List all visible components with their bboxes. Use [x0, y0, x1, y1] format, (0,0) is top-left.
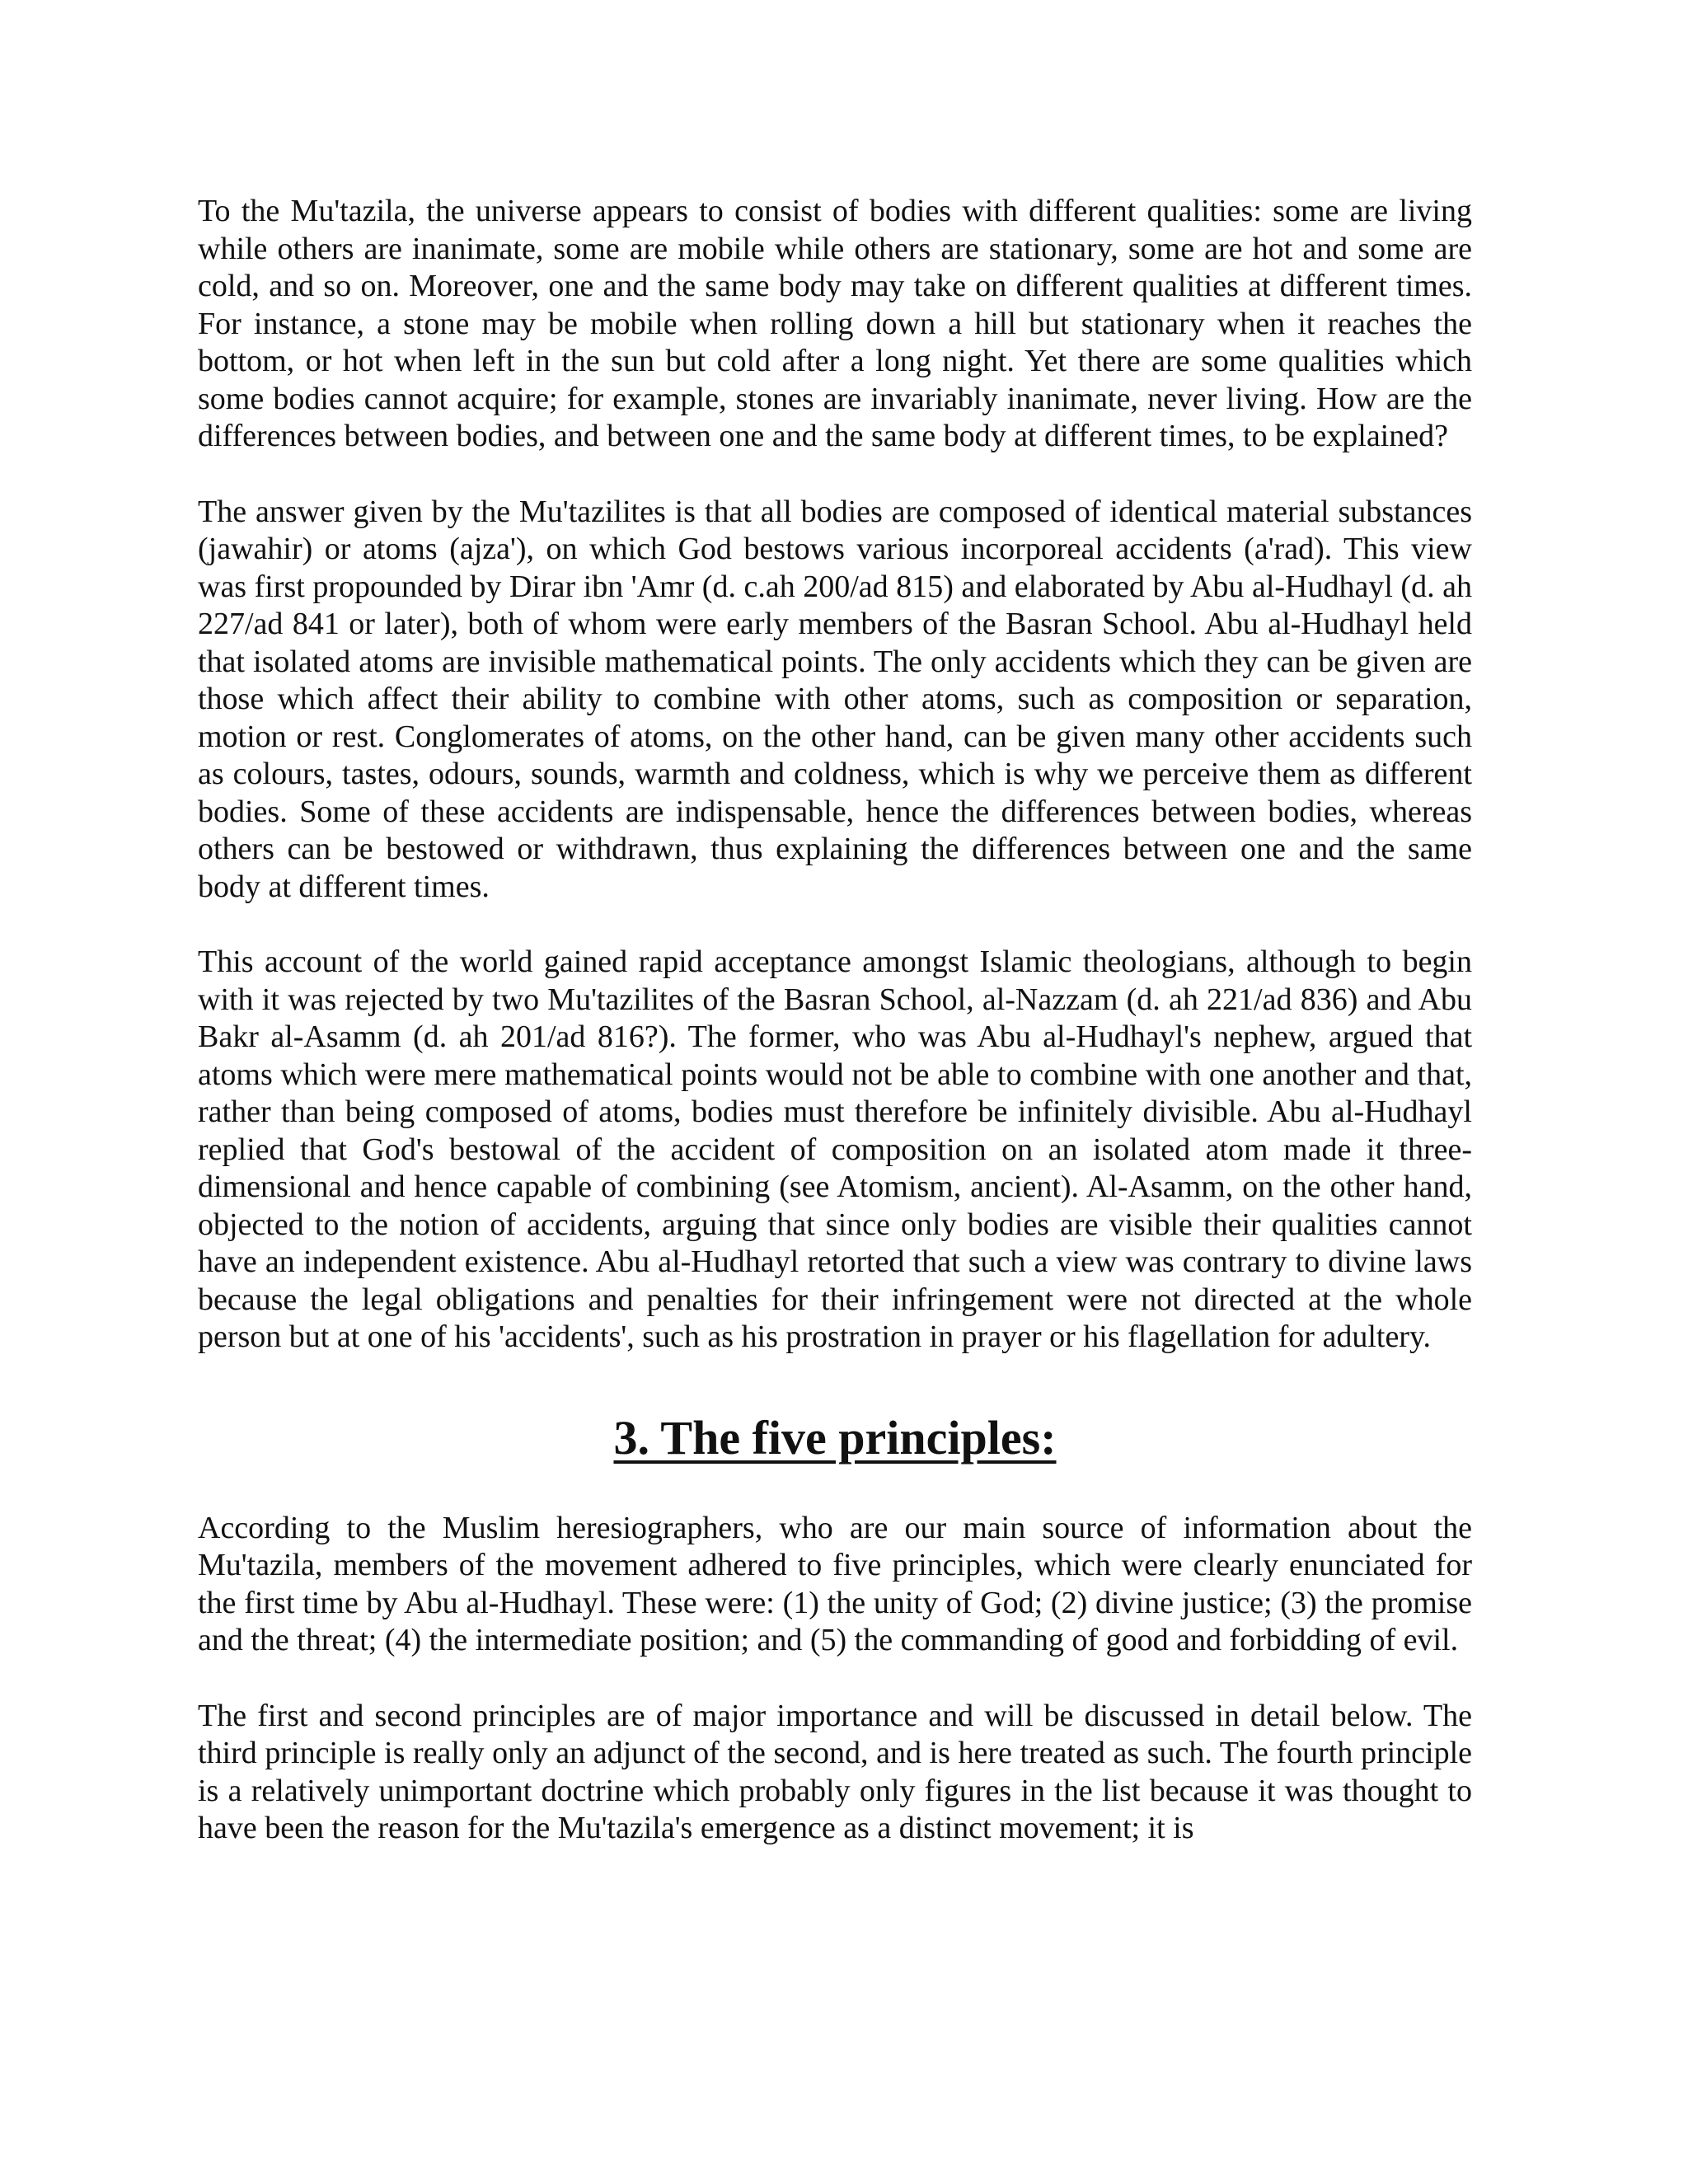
paragraph-universe-bodies: To the Mu'tazila, the universe appears to consist of bodies with different qualities: some are living while others are inanimate, some are mobile while others are stationary, some are hot and some are cold, and so on. Moreover, one and the same body may take on different qualities at different times. For instance, a stone may be mobile when rolling down a hill but stationary when it reaches the bottom, or hot when left in the sun but cold after a long night. Yet there are some qualities which some bodies cannot acquire; for example, stones are invariably inanimate, never living. How are the differences between bodies, and between one and the same body at different times, to be explained?: [198, 194, 1472, 453]
paragraph-atoms-accidents: The answer given by the Mu'tazilites is that all bodies are composed of identical material substances (jawahir) or atoms (ajza'), on which God bestows various incorporeal accidents (a'rad). This view was first propounded by Dirar ibn 'Amr (d. c.ah 200/ad 815) and elaborated by Abu al-Hudhayl (d. ah 227/ad 841 or later), both of whom were early members of the Basran School. Abu al-Hudhayl held that isolated atoms are invisible mathematical points. The only accidents which they can be given are those which affect their ability to combine with other atoms, such as composition or separation, motion or rest. Conglomerates of atoms, on the other hand, can be given many other accidents such as colours, tastes, odours, sounds, warmth and coldness, which is why we perceive them as different bodies. Some of these accidents are indispensable, hence the differences between bodies, whereas others can be bestowed or withdrawn, thus explaining the differences between one and the same body at different times.: [198, 494, 1472, 904]
paragraph-five-principles: According to the Muslim heresiographers, who are our main source of information about the Mu'tazila, members of the movement adhered to five principles, which were clearly enunciated for the first time by Abu al-Hudhayl. These were: (1) the unity of God; (2) divine justice; (3) the promise and the threat; (4) the intermediate position; and (5) the commanding of good and forbidding of evil.: [198, 1510, 1472, 1657]
paragraph-acceptance-rejection: This account of the world gained rapid acceptance amongst Islamic theologians, although to begin with it was rejected by two Mu'tazilites of the Basran School, al-Nazzam (d. ah 221/ad 836) and Abu Bakr al-Asamm (d. ah 201/ad 816?). The former, who was Abu al-Hudhayl's nephew, argued that atoms which were mere mathematical points would not be able to combine with one another and that, rather than being composed of atoms, bodies must therefore be infinitely divisible. Abu al-Hudhayl replied that God's bestowal of the accident of composition on an isolated atom made it three-dimensional and hence capable of combining (see Atomism, ancient). Al-Asamm, on the other hand, objected to the notion of accidents, arguing that since only bodies are visible their qualities cannot have an independent existence. Abu al-Hudhayl retorted that such a view was contrary to divine laws because the legal obligations and penalties for their infringement were not directed at the whole person but at one of his 'accidents', such as his prostration in prayer or his flagellation for adultery.: [198, 944, 1472, 1354]
section-heading: 3. The five principles:: [613, 1410, 1057, 1465]
paragraph-principles-importance: The first and second principles are of major importance and will be discussed in detail below. The third principle is really only an adjunct of the second, and is here treated as such. The fourth principle is a relatively unimportant doctrine which probably only figures in the list because it was thought to have been the reason for the Mu'tazila's emergence as a distinct movement; it is: [198, 1698, 1472, 1845]
document-page: [198, 193, 1472, 1886]
